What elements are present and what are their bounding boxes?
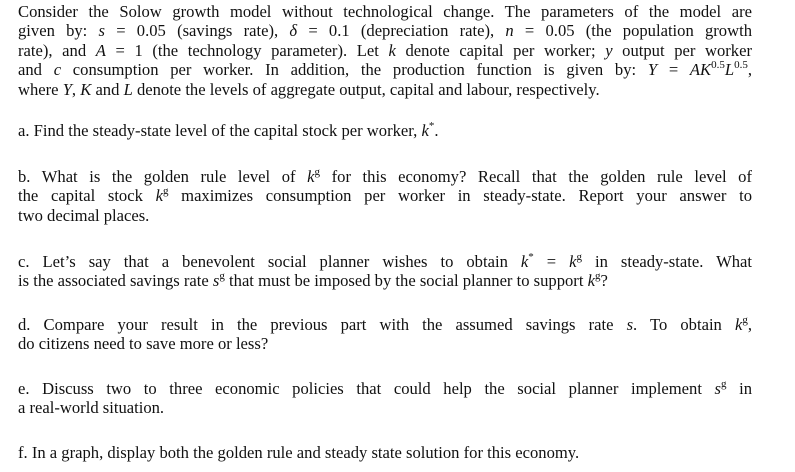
text: , <box>747 60 752 80</box>
math-symbol: n <box>505 21 514 41</box>
text: = <box>657 60 690 80</box>
text: e. Discuss two to three economic policies that could help the social planner implement <box>18 379 715 398</box>
math-symbol: s <box>212 271 220 291</box>
text: in <box>726 379 752 398</box>
text-line <box>18 379 752 399</box>
text: and <box>91 79 124 99</box>
text-line <box>18 60 752 80</box>
text-line <box>18 334 752 354</box>
math-symbol: Y <box>62 79 72 99</box>
text-line <box>18 443 752 463</box>
text: c. Let’s say that a benevolent social planner wishes to obtain <box>18 252 521 271</box>
math-superscript: * <box>428 120 435 132</box>
math-symbol: L <box>123 79 133 99</box>
text-line <box>18 398 752 418</box>
math-symbol: k <box>155 186 163 206</box>
text: denote capital per worker; <box>395 40 606 60</box>
text: do citizens need to save more or less? <box>18 334 269 354</box>
math-symbol: L <box>724 60 735 80</box>
text-line <box>18 271 752 291</box>
math-symbol: AK <box>689 60 712 80</box>
math-superscript: g <box>594 270 601 283</box>
math-symbol: c <box>53 60 62 80</box>
text-line <box>18 315 752 335</box>
text: is the associated savings rate <box>18 271 213 291</box>
math-symbol: k <box>388 40 396 60</box>
text: , <box>747 315 752 334</box>
text: = 1 (the technology parameter). Let <box>105 40 389 60</box>
text: that must be imposed by the social planner to support <box>224 271 588 291</box>
text: . To obtain <box>633 315 735 334</box>
text: d. Compare your result in the previous part with the assumed savings rate <box>18 315 627 334</box>
text: for this economy? Recall that the golden rule level of <box>320 167 752 186</box>
math-superscript: 0.5 <box>734 60 748 72</box>
math-superscript: * <box>528 252 534 263</box>
text: and <box>18 60 54 80</box>
text: where <box>18 79 63 99</box>
math-superscript: g <box>219 270 225 283</box>
text-line <box>18 186 752 206</box>
text-line <box>18 80 752 100</box>
math-symbol: s <box>98 21 105 41</box>
math-symbol: k <box>520 252 529 271</box>
text-line <box>18 41 752 61</box>
math-superscript: g <box>576 252 582 263</box>
text: rate), and <box>18 40 96 60</box>
text: Consider the Solow growth model without technological change. The parameters of the model are <box>18 2 752 21</box>
text: f. In a graph, display both the golden rule and steady state solution for this economy. <box>18 443 580 462</box>
text: in steady-state. What <box>581 252 752 271</box>
text-line <box>18 21 752 41</box>
math-symbol: k <box>734 315 743 334</box>
text: a real-world situation. <box>18 398 165 418</box>
math-superscript: g <box>742 315 748 326</box>
math-superscript: g <box>314 167 321 178</box>
text: = 0.1 (depreciation rate), <box>297 21 506 41</box>
text: . <box>434 121 439 140</box>
text-line <box>18 121 752 141</box>
math-symbol: k <box>569 252 577 271</box>
math-superscript: 0.5 <box>711 60 725 72</box>
text: b. What is the golden rule level of <box>18 167 308 186</box>
math-symbol: A <box>95 40 106 60</box>
math-symbol: k <box>307 167 315 186</box>
text: given by: <box>18 21 99 41</box>
text: output per worker <box>612 40 752 60</box>
math-symbol: δ <box>289 21 298 41</box>
text: , <box>71 79 81 99</box>
text: denote the levels of aggregate output, capital and labour, respectively. <box>132 79 600 99</box>
math-symbol: k <box>421 121 429 140</box>
text-line <box>18 206 752 226</box>
text: two decimal places. <box>18 205 150 225</box>
math-superscript: g <box>162 186 169 198</box>
math-symbol: y <box>605 40 613 60</box>
text: = 0.05 (the population growth <box>513 21 752 41</box>
text: maximizes consumption per worker in steady-state. Report your answer to <box>168 186 752 206</box>
text: ? <box>600 271 608 291</box>
math-symbol: s <box>626 315 634 334</box>
math-symbol: Y <box>647 60 658 80</box>
text: the capital stock <box>18 186 156 206</box>
math-superscript: g <box>721 379 727 390</box>
math-symbol: k <box>587 271 595 291</box>
math-symbol: K <box>80 79 92 99</box>
text-line <box>18 167 752 187</box>
text: = <box>533 252 570 271</box>
text: a. Find the steady-state level of the capital stock per worker, <box>18 121 422 140</box>
text-line <box>18 252 752 272</box>
math-symbol: s <box>714 379 721 398</box>
text-line <box>18 2 752 22</box>
text: = 0.05 (savings rate), <box>105 21 290 41</box>
text: consumption per worker. In addition, the production function is given by: <box>61 60 648 80</box>
